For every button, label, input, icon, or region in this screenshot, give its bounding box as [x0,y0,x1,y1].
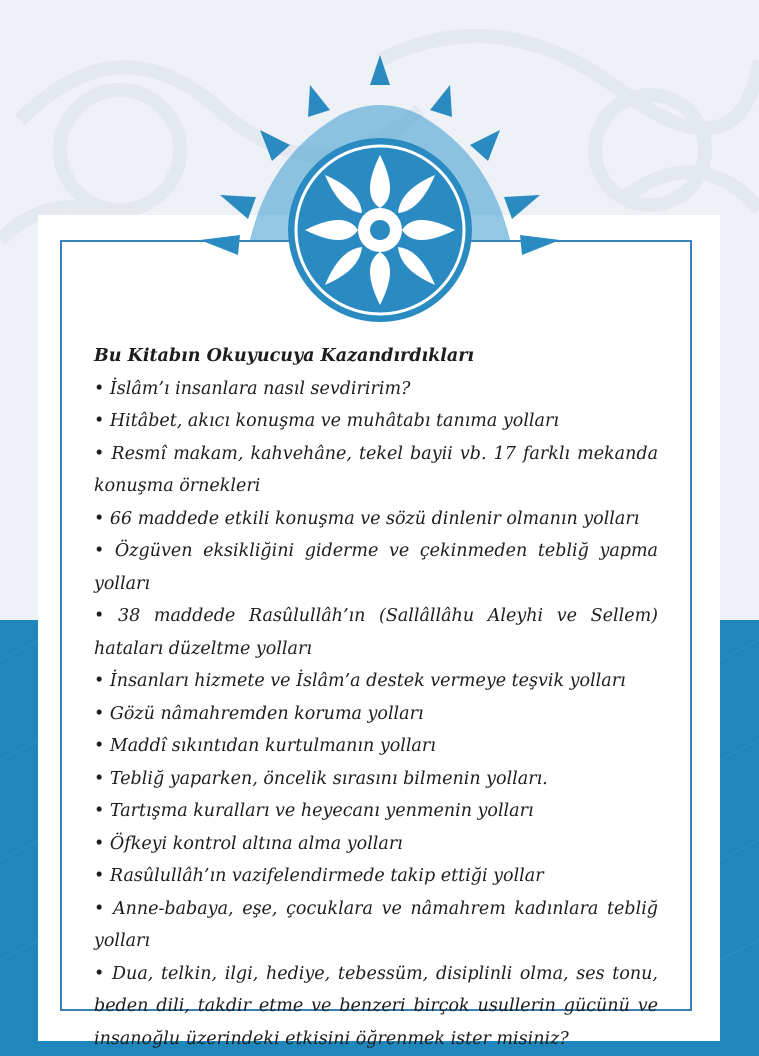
list-item: • Gözü nâmahremden koruma yolları [94,703,424,724]
list-item: • Hitâbet, akıcı konuşma ve muhâtabı tanıma yolları [94,411,559,431]
list-item: • Maddî sıkıntıdan kurtulmanın yolları [94,736,436,756]
list-item: • İnsanları hizmete ve İslâm’a destek vermeye teşvik yolları [94,671,626,691]
list-item: • Rasûlullâh’ın vazifelendirmede takip ettiği yollar [94,866,544,886]
list-item: • Tebliğ yaparken, öncelik sırasını bilmenin yolları. [94,768,548,789]
list-item: • Öfkeyi kontrol altına alma yolları [94,833,403,854]
list-item: • Anne-babaya, eşe, çocuklara ve nâmahrem kadınlara tebliğ yolları [94,898,658,951]
rosette-ornament [190,45,570,345]
list-item: • Dua, telkin, ilgi, hediye, tebessüm, disiplinli olma, ses tonu, beden dili, takdir etme ve benzeri birçok usullerin gücünü ve insanoğlu üzerindeki etkisini öğrenmek ister misiniz? [94,963,658,1049]
list-item: • İslâm’ı insanlara nasıl sevdiririm? [94,378,411,399]
list-item: • 38 maddede Rasûlullâh’ın (Sallâllâhu Aleyhi ve Sellem) hataları düzeltme yolları [94,606,658,659]
heading: Bu Kitabın Okuyucuya Kazandırdıkları [94,346,475,366]
list-item: • 66 maddede etkili konuşma ve sözü dinlenir olmanın yolları [94,508,640,529]
list-item: • Tartışma kuralları ve heyecanı yenmenin yolları [94,801,534,821]
list-item: • Özgüven eksikliğini giderme ve çekinmeden tebliğ yapma yolları [94,541,658,594]
benefits-list [94,340,658,1055]
list-item: • Resmî makam, kahvehâne, tekel bayii vb. 17 farklı mekanda konuşma örnekleri [94,443,658,496]
